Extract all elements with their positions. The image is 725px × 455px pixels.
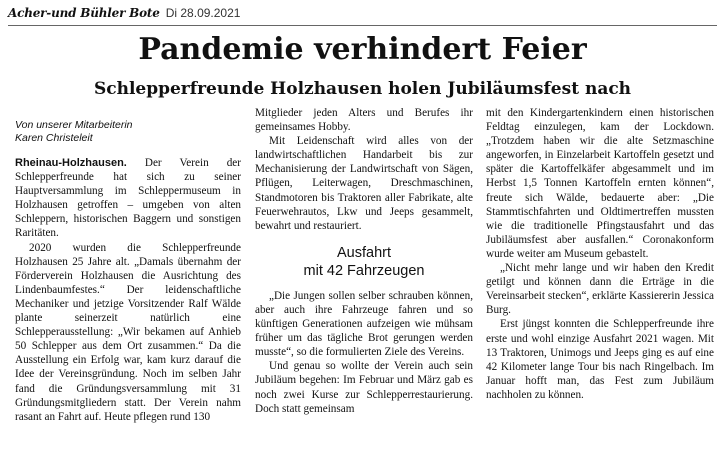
article-headline: Pandemie verhindert Feier <box>138 32 587 67</box>
paragraph-9: Erst jüngst konnten die Schlepperfreunde ihre erste und wohl einzige Ausfahrt 2021 wagen. Mit 13 Traktoren, Unimogs und Jeeps ging es auf eine 42 Kilometer lange Tour bis nach Ringelbach. Im Januar hofft man, das Fest zum Jubiläum nachholen zu können. <box>486 318 714 401</box>
header-divider <box>8 25 717 26</box>
paragraph-5: „Die Jungen sollen selber schrauben können, aber auch ihre Fahrzeuge fahren und so künftigen Generationen aufzeigen wie mühsam früher um das tägliche Brot gerungen werden musste“, so die formulierten Ziele des Vereins. <box>255 289 473 359</box>
paragraph-1 <box>15 156 241 241</box>
article-column-3 <box>486 106 714 402</box>
paragraph-1-text: Der Verein der Schlepperfreunde hat sich zu seiner Hauptversammlung im Schleppermuseum in Holzhausen getroffen – umgeben von alten Schleppern, historischen Baggern und sonstigen Raritäten. <box>15 157 241 240</box>
paragraph-3: Mitglieder jeden Alters und Berufes ihr gemeinsames Hobby. <box>255 107 473 134</box>
article-subheadline: Schlepperfreunde Holzhausen holen Jubiläumsfest nach <box>93 79 632 99</box>
paragraph-8: „Nicht mehr lange und wir haben den Kredit getilgt und können dann die Erträge in die Vereinsarbeit stecken“, erklärte Kassiererin Jessica Burg. <box>486 262 714 317</box>
author-line-2: Karen Christeleit <box>15 132 93 144</box>
crosshead-line-2: mit 42 Fahrzeugen <box>303 262 425 279</box>
paragraph-6: Und genau so wollte der Verein auch sein Jubiläum begehen: Im Februar und März gab es noch zwei Kurse zur Schlepperrestaurierung. Doch statt gemeinsam <box>255 360 473 415</box>
article-column-1 <box>15 106 241 424</box>
paragraph-4: Mit Leidenschaft wird alles von der landwirtschaftlichen Handarbeit bis zur Mechanisierung der Landwirtschaft von Sägen, Pflügen, Leiterwagen, Dreschmaschinen, Standmotoren bis Traktoren aller Fabrikate, alte Feuerwehrautos, Lkw und Jeeps gesammelt, bewahrt und restauriert. <box>255 135 473 232</box>
article-column-2 <box>255 106 473 416</box>
dateline: Rheinau-Holzhausen. <box>15 157 127 169</box>
author-line-1: Von unserer Mitarbeiterin <box>15 119 133 131</box>
crosshead-line-1: Ausfahrt <box>337 244 391 261</box>
author-byline <box>15 119 241 145</box>
crosshead <box>255 244 473 280</box>
paragraph-7: mit den Kindergartenkindern einen historischen Feldtag einzulegen, kam der Lockdown. „Trotzdem haben wir die alte Setzmaschine angeworfen, in Einzelarbeit Kartoffeln gesetzt und später die Kartoffelkäfer abgesammelt und im Herbst 1,5 Tonnen Kartoffeln ernten können“, freute sich Wälde, bedauerte aber: „Die Stammtischfahrten und Oldtimertreffen mussten wie die traditionelle Pfingstausfahrt und das Jubiläumsfest aber ausfallen.“ Coronakonform wurde weiter am Museum gebastelt. <box>486 107 714 260</box>
newspaper-name: Acher-und Bühler Bote <box>8 6 160 20</box>
publication-date: Di 28.09.2021 <box>165 6 241 20</box>
paragraph-2: 2020 wurden die Schlepperfreunde Holzhausen 25 Jahre alt. „Damals übernahm der Förderverein Holzhausen die Ausrichtung des Lindenbaumfestes.“ Der leidenschaftliche Mechaniker und jetzige Vorsitzender Ralf Wälde plante seinerzeit natürlich eine Schlepperausstellung: „Wir bekamen auf Anhieb 50 Schlepper aus dem Ort zusammen.“ Da die Ausstellung ein Erfolg war, kam kurz darauf die Idee der Vereinsgründung. Noch im selben Jahr fand die Gründungsversammlung mit 31 Gründungsmitgliedern statt. Der Verein nahm rasant an Fahrt auf. Heute pflegen rund 130 <box>15 241 241 423</box>
newspaper-header <box>8 6 240 22</box>
